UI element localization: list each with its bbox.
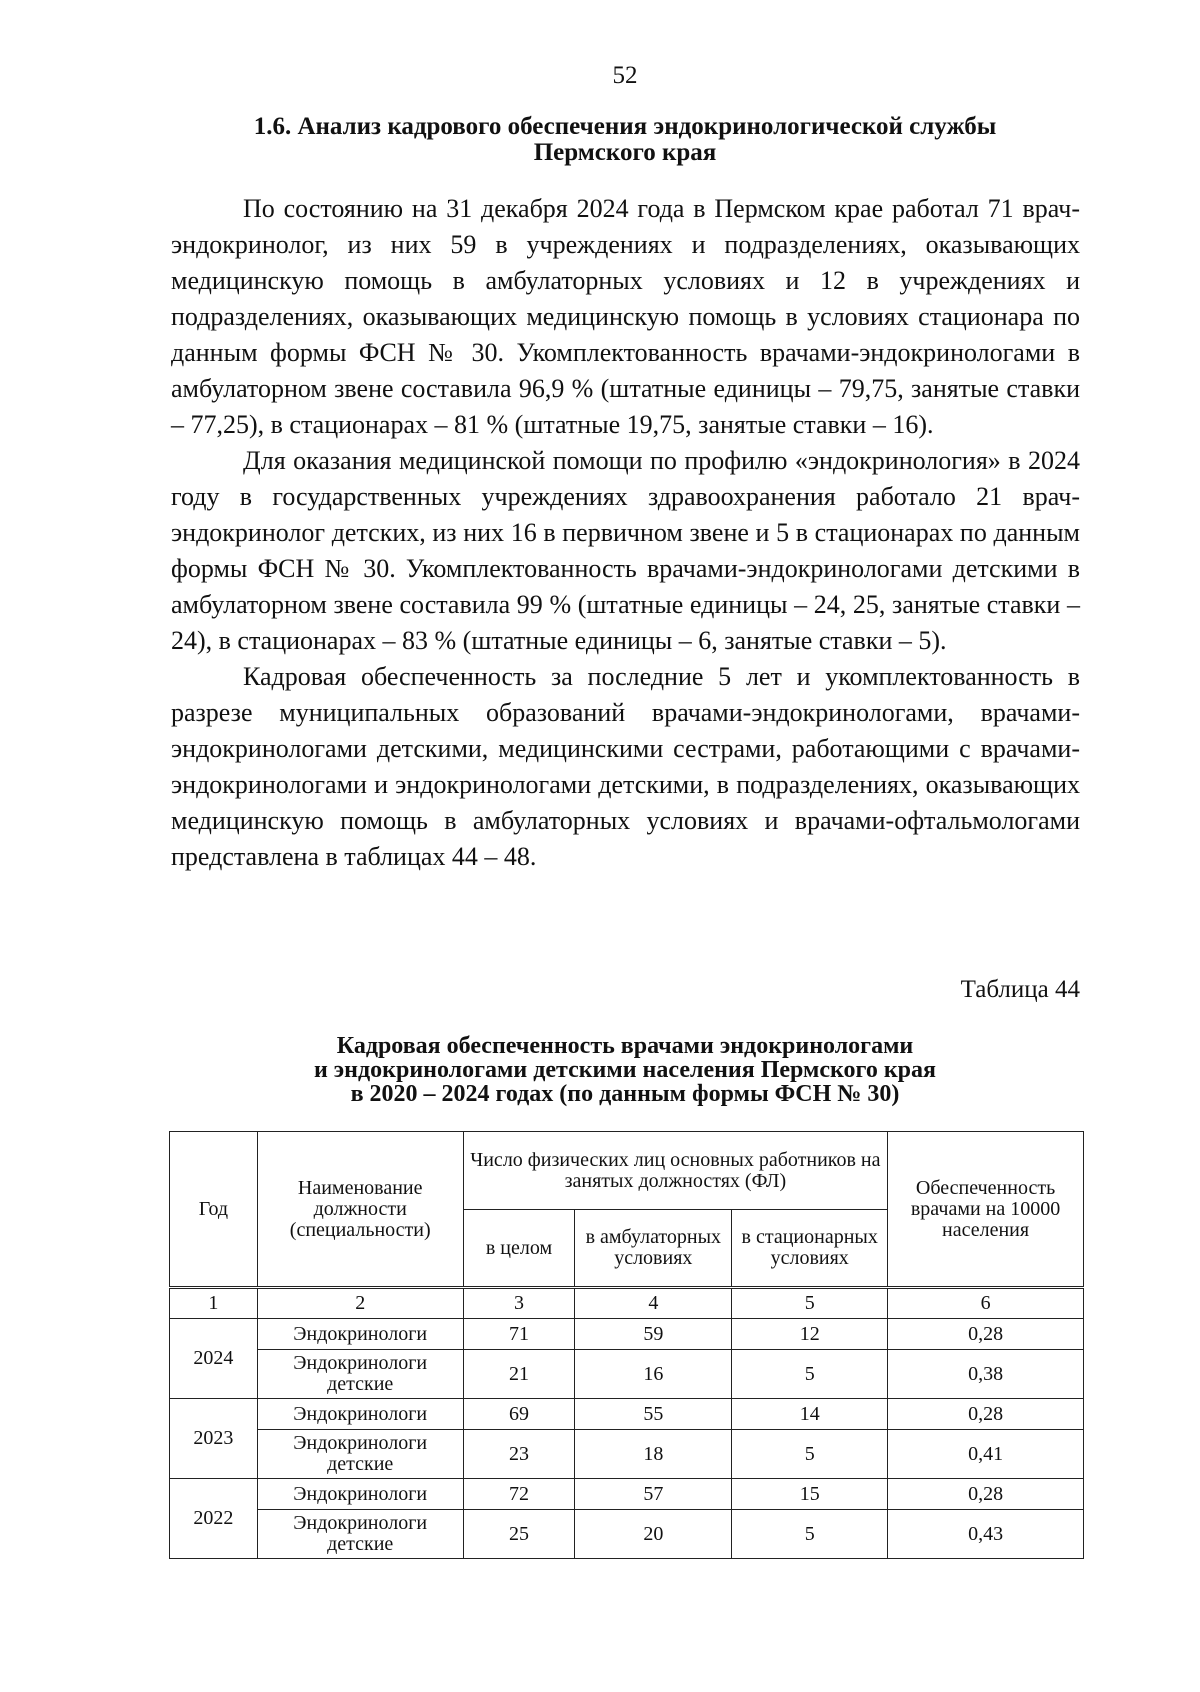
- provision-cell: 0,28: [888, 1319, 1084, 1350]
- paragraph-pediatric-endocrinology: Для оказания медицинской помощи по профилю «эндокринология» в 2024 году в государственных учреждениях здравоохранения работало 21 врач-эндокринолог детских, из них 16 в первичном звене и 5 в стационарах по данным формы ФСН № 30. Укомплектованность врачами-эндокринологами детскими в амбулаторном звене составила 99 % (штатные единицы – 24, 25, занятые ставки – 24), в стационарах – 83 % (штатные единицы – 6, занятые ставки – 5).: [171, 446, 1080, 655]
- ambulatory-cell: 16: [575, 1350, 732, 1399]
- table-row: [170, 1430, 1084, 1479]
- total-cell: 69: [463, 1399, 575, 1430]
- inpatient-cell: 15: [732, 1479, 888, 1510]
- header-position: Наименование должности (специальности): [257, 1132, 463, 1288]
- table-caption: Таблица 44: [960, 976, 1080, 1003]
- provision-cell: 0,43: [888, 1510, 1084, 1559]
- ambulatory-cell: 57: [575, 1479, 732, 1510]
- provision-cell: 0,28: [888, 1399, 1084, 1430]
- paragraph-tables-reference: Кадровая обеспеченность за последние 5 лет и укомплектованность в разрезе муниципальных образований врачами-эндокринологами, врачами-эндокринологами детскими, медицинскими сестрами, работающими с врачами-эндокринологами и эндокринологами детскими, в подразделениях, оказывающих медицинскую помощь в амбулаторных условиях и врачами-офтальмологами представлена в таблицах 44 – 48.: [171, 662, 1080, 871]
- position-cell: Эндокринологи: [257, 1479, 463, 1510]
- column-number: 5: [732, 1288, 888, 1319]
- total-cell: 72: [463, 1479, 575, 1510]
- ambulatory-cell: 55: [575, 1399, 732, 1430]
- total-cell: 23: [463, 1430, 575, 1479]
- position-cell: Эндокринологи детские: [257, 1350, 463, 1399]
- table-row: [170, 1350, 1084, 1399]
- column-number: 3: [463, 1288, 575, 1319]
- header-ambulatory: в амбулаторных условиях: [575, 1210, 732, 1288]
- staffing-table: [169, 1131, 1084, 1559]
- section-title: [150, 114, 1100, 166]
- provision-cell: 0,28: [888, 1479, 1084, 1510]
- provision-cell: 0,38: [888, 1350, 1084, 1399]
- year-cell: 2024: [170, 1319, 258, 1399]
- column-number: 6: [888, 1288, 1084, 1319]
- position-cell: Эндокринологи: [257, 1319, 463, 1350]
- inpatient-cell: 5: [732, 1350, 888, 1399]
- ambulatory-cell: 59: [575, 1319, 732, 1350]
- position-cell: Эндокринологи детские: [257, 1510, 463, 1559]
- table-row: [170, 1399, 1084, 1430]
- header-year: Год: [170, 1132, 258, 1288]
- year-cell: 2023: [170, 1399, 258, 1479]
- paragraph-staffing-2024: По состоянию на 31 декабря 2024 года в Пермском крае работал 71 врач-эндокринолог, из них 59 в учреждениях и подразделениях, оказывающих медицинскую помощь в амбулаторных условиях и 12 в учреждениях и подразделениях, оказывающих медицинскую помощь в условиях стационара по данным формы ФСН № 30. Укомплектованность врачами-эндокринологами в амбулаторном звене составила 96,9 % (штатные единицы – 79,75, занятые ставки – 77,25), в стационарах – 81 % (штатные 19,75, занятые ставки – 16).: [171, 194, 1080, 439]
- position-cell: Эндокринологи детские: [257, 1430, 463, 1479]
- table-row: [170, 1479, 1084, 1510]
- total-cell: 71: [463, 1319, 575, 1350]
- inpatient-cell: 14: [732, 1399, 888, 1430]
- body-text: [171, 191, 1080, 875]
- section-title-line-2: Пермского края: [533, 139, 717, 166]
- position-cell: Эндокринологи: [257, 1399, 463, 1430]
- table-row: [170, 1510, 1084, 1559]
- table-title-line-3: в 2020 – 2024 годах (по данным формы ФСН № 30): [350, 1081, 900, 1107]
- provision-cell: 0,41: [888, 1430, 1084, 1479]
- table-title-line-2: и эндокринологами детскими населения Пермского края: [313, 1057, 937, 1083]
- total-cell: 21: [463, 1350, 575, 1399]
- ambulatory-cell: 18: [575, 1430, 732, 1479]
- header-fl-group: Число физических лиц основных работников на занятых должностях (ФЛ): [463, 1132, 888, 1210]
- header-inpatient: в стационарных условиях: [732, 1210, 888, 1288]
- inpatient-cell: 5: [732, 1430, 888, 1479]
- inpatient-cell: 12: [732, 1319, 888, 1350]
- section-title-line-1: 1.6. Анализ кадрового обеспечения эндокринологической службы: [253, 113, 997, 140]
- column-number: 1: [170, 1288, 258, 1319]
- ambulatory-cell: 20: [575, 1510, 732, 1559]
- header-provision: Обеспеченность врачами на 10000 населения: [888, 1132, 1084, 1288]
- table-row: [170, 1319, 1084, 1350]
- column-numbers-row: [170, 1288, 1084, 1319]
- year-cell: 2022: [170, 1479, 258, 1559]
- header-total: в целом: [463, 1210, 575, 1288]
- inpatient-cell: 5: [732, 1510, 888, 1559]
- page-number: 52: [612, 62, 638, 89]
- table-title: [175, 1034, 1075, 1106]
- column-number: 4: [575, 1288, 732, 1319]
- column-number: 2: [257, 1288, 463, 1319]
- table-title-line-1: Кадровая обеспеченность врачами эндокринологами: [336, 1033, 914, 1059]
- total-cell: 25: [463, 1510, 575, 1559]
